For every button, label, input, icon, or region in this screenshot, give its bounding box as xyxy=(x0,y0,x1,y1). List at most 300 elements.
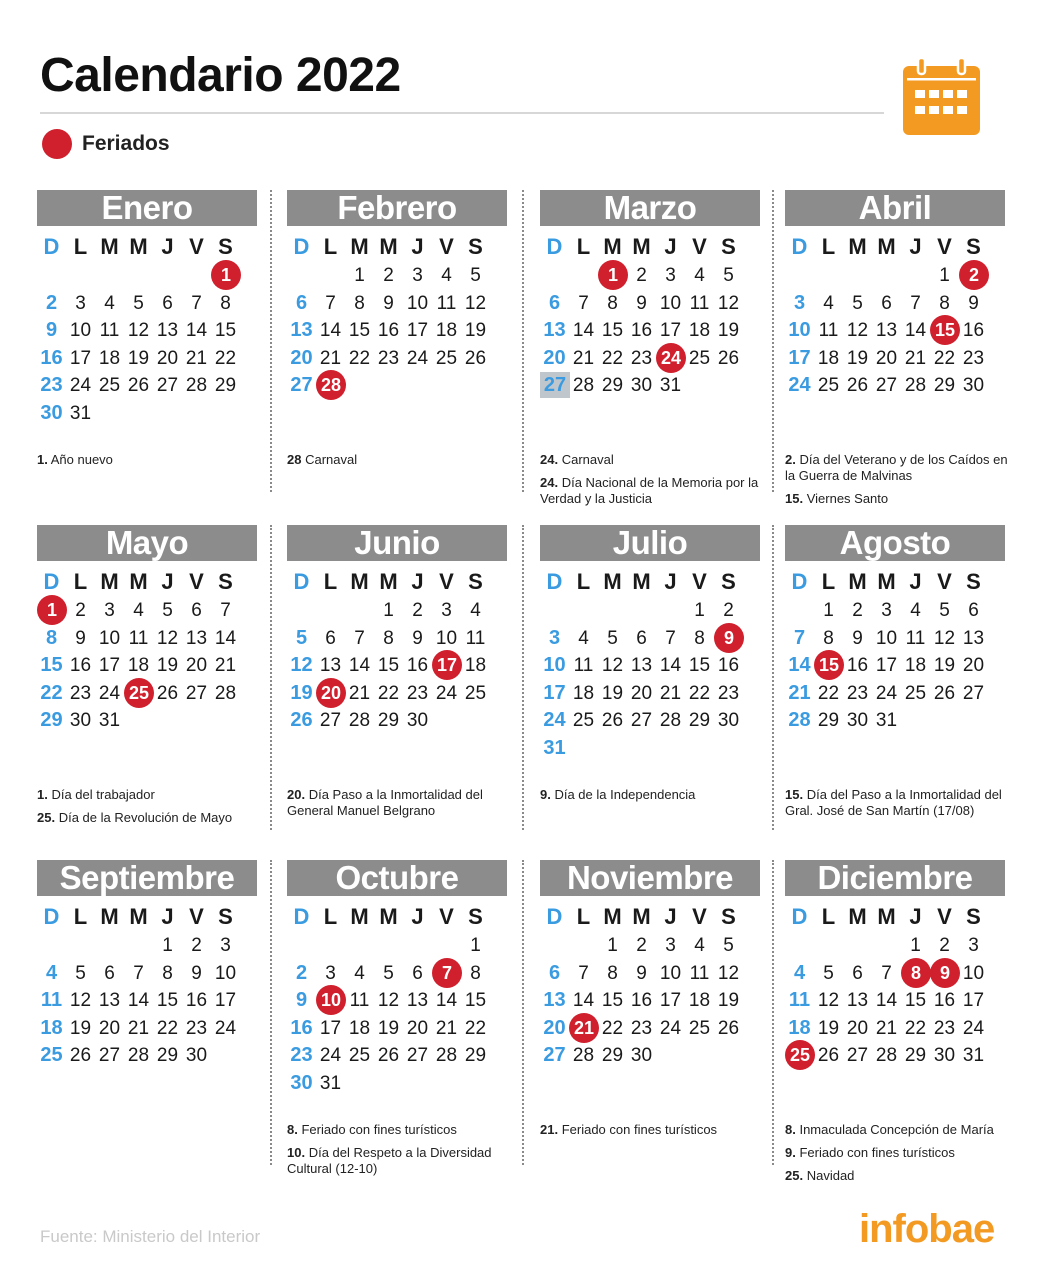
day-cell: 29 xyxy=(817,710,840,732)
day-cell: 1 xyxy=(354,265,365,287)
day-cell: 22 xyxy=(464,1017,487,1039)
day-cell: 9 xyxy=(636,292,647,314)
weekday-letter: M xyxy=(379,904,398,929)
note-day-number: 9. xyxy=(785,1145,796,1160)
day-cell: 25 xyxy=(572,710,595,732)
day-cell: 26 xyxy=(601,710,624,732)
note-day-number: 25. xyxy=(37,810,56,825)
empty-day-cell xyxy=(685,1042,714,1069)
empty-day-cell xyxy=(627,597,656,624)
weekday-letter: D xyxy=(791,234,808,259)
holiday-notes xyxy=(287,1122,519,1184)
day-cell: 7 xyxy=(220,600,231,622)
weekday-letter: J xyxy=(664,234,677,259)
week-row xyxy=(287,372,507,400)
day-cell: 14 xyxy=(348,655,371,677)
day-cell: 17 xyxy=(69,347,92,369)
day-cell: 22 xyxy=(40,681,63,704)
day-cell: 1 xyxy=(694,600,705,622)
column-divider xyxy=(270,860,272,1165)
note-day-number: 24. xyxy=(540,452,559,467)
day-cell: 2 xyxy=(412,600,423,622)
month-header: Abril xyxy=(785,190,1005,226)
note-text: Año nuevo xyxy=(50,452,113,467)
empty-day-cell xyxy=(930,707,959,734)
holiday-day: 9 xyxy=(714,625,743,652)
day-cell: 13 xyxy=(875,320,898,342)
day-cell: 10 xyxy=(659,962,682,984)
note-text: Viernes Santo xyxy=(806,491,889,506)
empty-day-cell xyxy=(540,597,569,624)
day-cell: 16 xyxy=(630,990,653,1012)
day-cell: 13 xyxy=(846,990,869,1012)
weekday-letter: M xyxy=(100,569,119,594)
day-cell: 27 xyxy=(319,710,342,732)
empty-day-cell xyxy=(656,735,685,762)
empty-day-cell xyxy=(569,262,598,289)
empty-day-cell xyxy=(569,597,598,624)
weekday-letter: V xyxy=(937,569,952,594)
day-cell: 15 xyxy=(348,320,371,342)
day-cell: 10 xyxy=(543,654,566,677)
week-row xyxy=(785,597,1005,625)
day-cell: 11 xyxy=(465,627,486,649)
empty-day-cell xyxy=(461,707,490,734)
holiday-day: 24 xyxy=(656,345,685,372)
day-cell: 4 xyxy=(470,600,481,622)
day-cell: 5 xyxy=(295,626,308,649)
day-cell: 12 xyxy=(846,320,869,342)
day-cell: 9 xyxy=(383,292,394,314)
weekday-letter: J xyxy=(161,234,174,259)
holiday-day: 28 xyxy=(316,372,345,399)
day-cell: 30 xyxy=(962,375,985,397)
empty-day-cell xyxy=(182,707,211,734)
empty-day-cell xyxy=(843,932,872,959)
day-cell: 4 xyxy=(45,961,58,984)
day-cell: 15 xyxy=(214,320,237,342)
day-cell: 9 xyxy=(412,627,423,649)
note-text: Día del Respeto a la Diversidad Cultural (12-10) xyxy=(287,1145,492,1176)
day-cell: 6 xyxy=(881,292,892,314)
day-cell: 19 xyxy=(156,655,179,677)
week-row xyxy=(540,372,760,400)
empty-day-cell xyxy=(685,735,714,762)
day-cell: 6 xyxy=(325,627,336,649)
holiday-day: 15 xyxy=(814,652,843,679)
weekday-letter: L xyxy=(323,234,338,259)
day-cell: 5 xyxy=(162,600,173,622)
weekday-letter: J xyxy=(411,234,424,259)
day-cell: 10 xyxy=(659,292,682,314)
day-cell: 7 xyxy=(665,627,676,649)
week-row xyxy=(540,317,760,345)
weekday-letter: S xyxy=(721,234,736,259)
note-day-number: 1. xyxy=(37,452,48,467)
empty-day-cell xyxy=(785,262,814,289)
week-row xyxy=(540,932,760,960)
day-cell: 16 xyxy=(717,655,740,677)
day-cell: 26 xyxy=(717,1017,740,1039)
day-cell: 18 xyxy=(572,682,595,704)
source-note: Fuente: Ministerio del Interior xyxy=(40,1227,261,1246)
weekday-letter: D xyxy=(43,234,60,259)
brand-logo: infobae xyxy=(859,1207,995,1251)
holiday-day: 1 xyxy=(211,262,240,289)
day-cell: 24 xyxy=(788,374,811,397)
day-cell: 6 xyxy=(295,291,308,314)
week-row xyxy=(287,1042,507,1070)
day-cell: 6 xyxy=(104,962,115,984)
weekday-header-row xyxy=(785,232,1005,262)
day-cell: 28 xyxy=(572,375,595,397)
day-cell: 21 xyxy=(348,682,371,704)
holiday-note xyxy=(37,452,269,468)
holiday-day: 25 xyxy=(785,1042,814,1069)
day-cell: 18 xyxy=(788,1016,811,1039)
holiday-notes xyxy=(540,452,772,514)
holiday-note xyxy=(540,787,772,803)
week-row xyxy=(37,987,257,1015)
empty-day-cell xyxy=(374,932,403,959)
weekday-letter: V xyxy=(692,234,707,259)
week-row xyxy=(37,290,257,318)
weekday-letter: M xyxy=(350,569,369,594)
day-cell: 27 xyxy=(156,375,179,397)
weekday-letter: S xyxy=(468,569,483,594)
day-cell: 18 xyxy=(348,1017,371,1039)
day-cell: 30 xyxy=(290,1071,313,1094)
day-cell: 15 xyxy=(377,655,400,677)
day-cell: 20 xyxy=(290,346,313,369)
empty-day-cell xyxy=(374,1070,403,1097)
day-cell: 6 xyxy=(968,600,979,622)
weekday-letter: V xyxy=(439,234,454,259)
day-cell: 17 xyxy=(659,990,682,1012)
weekday-letter: M xyxy=(129,234,148,259)
day-cell: 14 xyxy=(127,990,150,1012)
day-cell: 27 xyxy=(962,682,985,704)
weekday-letter: L xyxy=(73,234,88,259)
day-cell: 23 xyxy=(630,1017,653,1039)
weekday-letter: D xyxy=(546,904,563,929)
day-cell: 28 xyxy=(904,375,927,397)
day-cell: 28 xyxy=(435,1045,458,1067)
weekday-header-row xyxy=(287,567,507,597)
day-cell: 4 xyxy=(910,600,921,622)
weekday-letter: D xyxy=(293,569,310,594)
note-text: Feriado con fines turísticos xyxy=(561,1122,718,1137)
day-cell: 24 xyxy=(69,375,92,397)
week-row xyxy=(785,1042,1005,1070)
day-cell: 22 xyxy=(904,1017,927,1039)
day-cell: 17 xyxy=(214,990,237,1012)
weekday-letter: L xyxy=(576,904,591,929)
day-cell: 9 xyxy=(636,962,647,984)
empty-day-cell xyxy=(959,707,988,734)
day-cell: 18 xyxy=(40,1016,63,1039)
empty-day-cell xyxy=(569,735,598,762)
week-row xyxy=(287,1070,507,1098)
day-cell: 12 xyxy=(817,990,840,1012)
day-cell: 20 xyxy=(406,1017,429,1039)
day-cell: 9 xyxy=(968,292,979,314)
day-cell: 17 xyxy=(98,655,121,677)
day-cell: 23 xyxy=(717,682,740,704)
day-cell: 12 xyxy=(933,627,956,649)
note-text: Inmaculada Concepción de María xyxy=(799,1122,994,1137)
day-cell: 25 xyxy=(904,682,927,704)
weekday-letter: S xyxy=(468,904,483,929)
day-cell: 14 xyxy=(904,320,927,342)
day-cell: 5 xyxy=(383,962,394,984)
day-cell: 24 xyxy=(435,682,458,704)
day-cell: 19 xyxy=(69,1017,92,1039)
weekday-letter: V xyxy=(439,904,454,929)
day-cell: 21 xyxy=(319,347,342,369)
day-cell: 28 xyxy=(572,1045,595,1067)
weekday-letter: L xyxy=(73,904,88,929)
empty-day-cell xyxy=(153,707,182,734)
week-row xyxy=(785,625,1005,653)
month-header: Junio xyxy=(287,525,507,561)
note-day-number: 8. xyxy=(785,1122,796,1137)
day-cell: 24 xyxy=(319,1045,342,1067)
empty-day-cell xyxy=(211,400,240,427)
day-cell: 14 xyxy=(319,320,342,342)
day-cell: 18 xyxy=(688,990,711,1012)
holiday-notes xyxy=(540,1122,772,1145)
week-row xyxy=(540,345,760,373)
empty-day-cell xyxy=(211,707,240,734)
holiday-note xyxy=(785,787,1017,819)
day-cell: 28 xyxy=(214,682,237,704)
column-divider xyxy=(772,525,774,830)
holiday-notes xyxy=(785,787,1017,826)
day-cell: 11 xyxy=(349,990,370,1012)
empty-day-cell xyxy=(403,932,432,959)
day-cell: 20 xyxy=(875,347,898,369)
week-row xyxy=(287,960,507,988)
day-cell: 23 xyxy=(406,682,429,704)
empty-day-cell xyxy=(316,932,345,959)
day-cell: 25 xyxy=(348,1045,371,1067)
day-cell: 20 xyxy=(185,655,208,677)
weekday-letter: L xyxy=(576,234,591,259)
day-cell: 7 xyxy=(881,962,892,984)
week-row xyxy=(287,932,507,960)
day-cell: 26 xyxy=(846,375,869,397)
day-cell: 18 xyxy=(904,655,927,677)
empty-day-cell xyxy=(569,932,598,959)
day-cell: 2 xyxy=(45,291,58,314)
day-cell: 25 xyxy=(435,347,458,369)
note-text: Día de la Revolución de Mayo xyxy=(58,810,233,825)
day-cell: 7 xyxy=(793,626,806,649)
weekday-header-row xyxy=(540,232,760,262)
note-day-number: 20. xyxy=(287,787,306,802)
day-cell: 26 xyxy=(377,1045,400,1067)
day-cell: 1 xyxy=(607,935,618,957)
day-cell: 5 xyxy=(723,935,734,957)
empty-day-cell xyxy=(540,262,569,289)
day-cell: 4 xyxy=(694,265,705,287)
page-title: Calendario 2022 xyxy=(40,49,401,102)
day-cell: 28 xyxy=(185,375,208,397)
week-row xyxy=(287,597,507,625)
note-day-number: 15. xyxy=(785,787,804,802)
weekday-header-row xyxy=(37,232,257,262)
week-row xyxy=(540,960,760,988)
note-day-number: 28 xyxy=(287,452,302,467)
day-cell: 11 xyxy=(573,655,594,677)
day-cell: 1 xyxy=(939,265,950,287)
day-cell: 20 xyxy=(543,346,566,369)
day-cell: 23 xyxy=(40,374,63,397)
week-row xyxy=(540,1015,760,1043)
day-cell: 6 xyxy=(852,962,863,984)
empty-day-cell xyxy=(540,932,569,959)
weekday-letter: S xyxy=(721,904,736,929)
week-row xyxy=(540,597,760,625)
day-cell: 21 xyxy=(572,347,595,369)
week-row xyxy=(37,625,257,653)
day-cell: 20 xyxy=(98,1017,121,1039)
day-cell: 19 xyxy=(377,1017,400,1039)
day-cell: 30 xyxy=(717,710,740,732)
weekday-letter: J xyxy=(909,904,922,929)
day-cell: 15 xyxy=(40,654,63,677)
day-cell: 30 xyxy=(630,1045,653,1067)
day-cell: 16 xyxy=(377,320,400,342)
weekday-letter: J xyxy=(161,569,174,594)
empty-day-cell xyxy=(432,707,461,734)
weekday-letter: J xyxy=(664,569,677,594)
empty-day-cell xyxy=(656,597,685,624)
day-cell: 14 xyxy=(788,654,811,677)
day-cell: 30 xyxy=(185,1045,208,1067)
day-cell: 14 xyxy=(572,320,595,342)
day-cell: 19 xyxy=(464,320,487,342)
day-cell: 3 xyxy=(441,600,452,622)
empty-day-cell xyxy=(345,372,374,399)
month-7 xyxy=(785,525,1005,818)
day-cell: 13 xyxy=(185,627,208,649)
weekday-letter: D xyxy=(791,569,808,594)
day-cell: 3 xyxy=(104,600,115,622)
month-header: Enero xyxy=(37,190,257,226)
empty-day-cell xyxy=(901,707,930,734)
empty-day-cell xyxy=(153,262,182,289)
holiday-day: 7 xyxy=(432,960,461,987)
empty-day-cell xyxy=(814,932,843,959)
week-row xyxy=(37,707,257,735)
holiday-notes xyxy=(785,1122,1017,1191)
day-cell: 7 xyxy=(191,292,202,314)
day-cell: 27 xyxy=(406,1045,429,1067)
weekday-letter: V xyxy=(189,569,204,594)
day-cell: 26 xyxy=(69,1045,92,1067)
month-4 xyxy=(37,525,257,825)
weekday-letter: S xyxy=(966,234,981,259)
day-cell: 27 xyxy=(543,1044,566,1067)
weekday-letter: S xyxy=(218,569,233,594)
week-row xyxy=(540,680,760,708)
day-cell: 12 xyxy=(717,962,740,984)
day-cell: 27 xyxy=(540,372,569,399)
day-cell: 29 xyxy=(904,1045,927,1067)
day-cell: 9 xyxy=(191,962,202,984)
day-cell: 15 xyxy=(904,990,927,1012)
holiday-note xyxy=(540,475,772,507)
day-cell: 12 xyxy=(601,655,624,677)
day-cell: 5 xyxy=(939,600,950,622)
note-text: Día del Paso a la Inmortalidad del Gral. José de San Martín (17/08) xyxy=(785,787,1002,818)
day-cell: 11 xyxy=(40,989,63,1012)
day-cell: 2 xyxy=(636,265,647,287)
day-cell: 20 xyxy=(962,655,985,677)
weekday-letter: S xyxy=(966,904,981,929)
note-day-number: 8. xyxy=(287,1122,298,1137)
day-cell: 4 xyxy=(578,627,589,649)
week-row xyxy=(287,680,507,708)
weekday-letter: J xyxy=(909,569,922,594)
day-cell: 30 xyxy=(69,710,92,732)
weekday-letter: J xyxy=(909,234,922,259)
day-cell: 9 xyxy=(295,989,308,1012)
day-cell: 10 xyxy=(98,627,121,649)
day-cell: 24 xyxy=(659,1017,682,1039)
week-row xyxy=(540,707,760,735)
weekday-letter: M xyxy=(632,234,651,259)
day-cell: 19 xyxy=(846,347,869,369)
day-cell: 25 xyxy=(464,682,487,704)
day-cell: 21 xyxy=(214,655,237,677)
empty-day-cell xyxy=(316,262,345,289)
day-cell: 22 xyxy=(601,1017,624,1039)
day-cell: 1 xyxy=(162,935,173,957)
week-row xyxy=(37,960,257,988)
week-row xyxy=(37,345,257,373)
week-row xyxy=(785,707,1005,735)
day-cell: 23 xyxy=(846,682,869,704)
week-row xyxy=(287,290,507,318)
day-cell: 16 xyxy=(630,320,653,342)
week-row xyxy=(287,345,507,373)
day-cell: 22 xyxy=(156,1017,179,1039)
weekday-letter: M xyxy=(129,904,148,929)
empty-day-cell xyxy=(714,735,743,762)
weekday-letter: V xyxy=(692,569,707,594)
day-cell: 4 xyxy=(793,961,806,984)
day-cell: 18 xyxy=(464,655,487,677)
weekday-letter: M xyxy=(877,234,896,259)
note-text: Día del Veterano y de los Caídos en la Guerra de Malvinas xyxy=(785,452,1008,483)
day-cell: 8 xyxy=(607,962,618,984)
day-cell: 16 xyxy=(933,990,956,1012)
weekday-letter: M xyxy=(379,234,398,259)
empty-day-cell xyxy=(287,262,316,289)
note-text: Carnaval xyxy=(561,452,614,467)
empty-day-cell xyxy=(287,597,316,624)
empty-day-cell xyxy=(598,735,627,762)
week-row xyxy=(37,400,257,428)
weekday-header-row xyxy=(287,232,507,262)
day-cell: 24 xyxy=(962,1017,985,1039)
week-row xyxy=(37,1015,257,1043)
day-cell: 7 xyxy=(578,292,589,314)
weekday-letter: D xyxy=(546,234,563,259)
